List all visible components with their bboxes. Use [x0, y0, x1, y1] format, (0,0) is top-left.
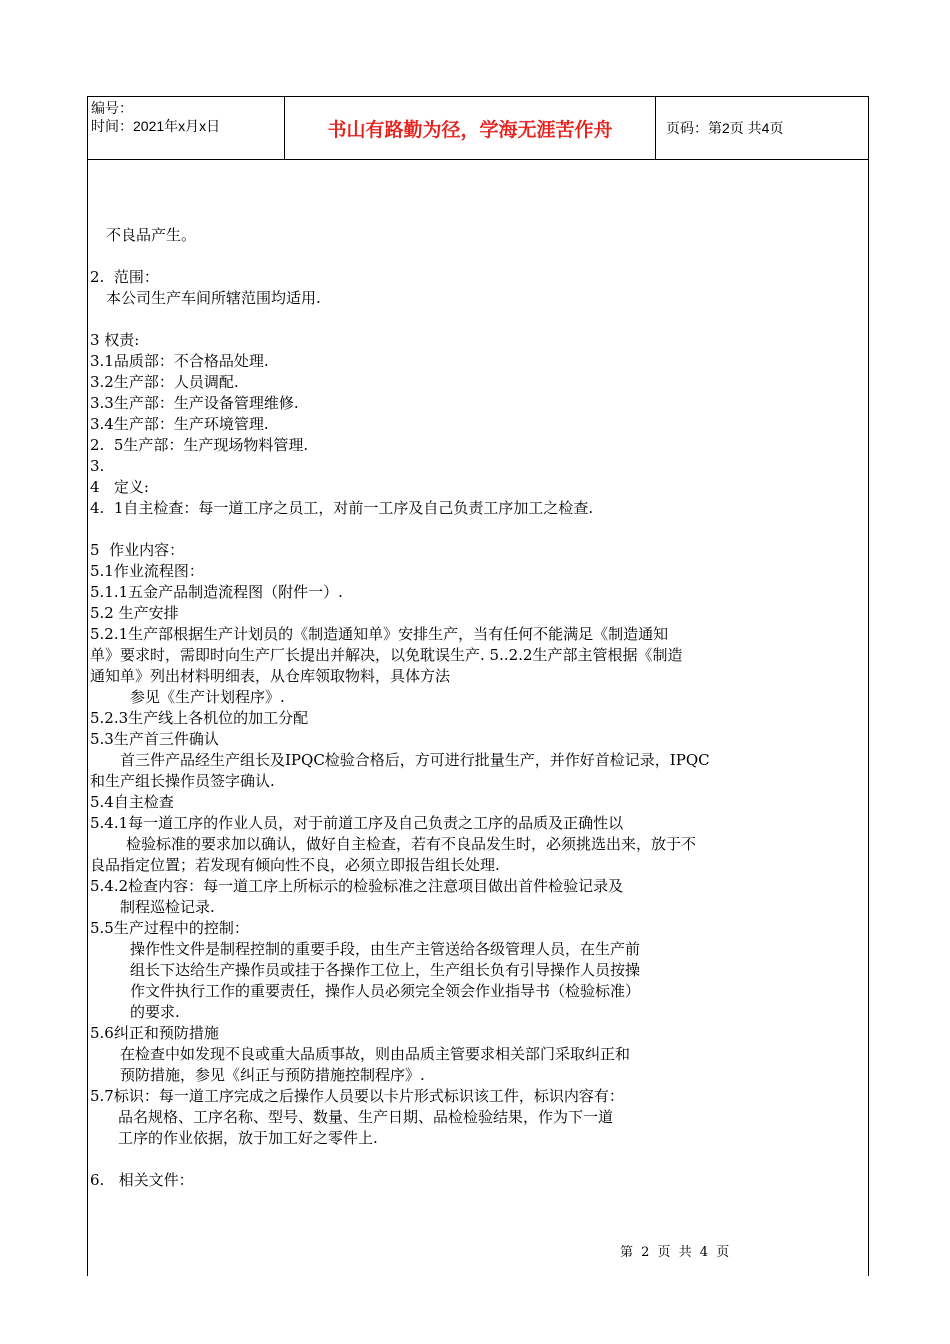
- body-line: 单》要求时，需即时向生产厂长提出并解决，以免耽误生产. 5..2.2生产部主管根据《制造: [90, 646, 683, 664]
- body-line: 4. 1自主检查：每一道工序之员工，对前一工序及自己负责工序加工之检查.: [90, 499, 594, 517]
- section-heading-work: 5 作业内容：: [90, 541, 185, 559]
- header-page-code: 页码：第2页 共4页: [666, 120, 784, 136]
- body-line: 检验标准的要求加以确认，做好自主检查，若有不良品发生时，必须挑选出来，放于不: [126, 835, 697, 853]
- body-line: 3.: [90, 457, 105, 475]
- body-line: 5.6纠正和预防措施: [90, 1024, 219, 1042]
- header-motto: 书山有路勤为径，学海无涯苦作舟: [285, 97, 656, 159]
- body-line: 3.3生产部：生产设备管理维修.: [90, 394, 299, 412]
- body-line: 制程巡检记录.: [120, 898, 215, 916]
- body-line: 通知单》列出材料明细表，从仓库领取物料，具体方法: [90, 667, 451, 685]
- footer-page-number: 第 2 页 共 4 页: [620, 1245, 730, 1260]
- section-heading-related-docs: 6. 相关文件：: [90, 1171, 194, 1189]
- body-line: 本公司生产车间所辖范围均适用.: [106, 289, 321, 307]
- body-line: 在检查中如发现不良或重大品质事故，则由品质主管要求相关部门采取纠正和: [120, 1045, 631, 1063]
- body-line: 不良品产生。: [106, 226, 197, 244]
- body-line: 和生产组长操作员签字确认.: [90, 772, 275, 790]
- body-line: 5.4自主检查: [90, 793, 174, 811]
- body-line: 3.1品质部：不合格品处理.: [90, 352, 269, 370]
- body-line: 5.2.1生产部根据生产计划员的《制造通知单》安排生产，当有任何不能满足《制造通知: [90, 625, 669, 643]
- body-line: 品名规格、工序名称、型号、数量、生产日期、品检检验结果，作为下一道: [118, 1108, 614, 1126]
- time-label: 时间：2021年x月x日: [91, 118, 221, 134]
- body-line: 2. 5生产部：生产现场物料管理.: [90, 436, 309, 454]
- body-line: 3.4生产部：生产环境管理.: [90, 415, 269, 433]
- section-heading-responsibility: 3 权责:: [90, 331, 140, 349]
- body-line: 5.2 生产安排: [90, 604, 179, 622]
- body-line: 5.1作业流程图：: [90, 562, 204, 580]
- body-line: 5.3生产首三件确认: [90, 730, 219, 748]
- body-text: [90, 225, 862, 1191]
- header-table: [87, 96, 869, 160]
- number-label: 编号：: [91, 100, 133, 116]
- body-line: 操作性文件是制程控制的重要手段，由生产主管送给各级管理人员，在生产前: [130, 940, 641, 958]
- body-line: 5.2.3生产线上各机位的加工分配: [90, 709, 309, 727]
- body-line: 良品指定位置；若发现有倾向性不良，必须立即报告组长处理.: [90, 856, 500, 874]
- section-heading-definition: 4 定义:: [90, 478, 149, 496]
- body-line: 作文件执行工作的重要责任，操作人员必须完全领会作业指导书（检验标准）: [130, 982, 641, 1000]
- section-heading-scope: 2. 范围：: [90, 268, 159, 286]
- body-line: 工序的作业依据，放于加工好之零件上.: [118, 1129, 378, 1147]
- body-line: 的要求.: [130, 1003, 180, 1021]
- body-line: 5.1.1五金产品制造流程图（附件一）.: [90, 583, 343, 601]
- body-line: 5.5生产过程中的控制：: [90, 919, 249, 937]
- header-meta: [88, 97, 285, 159]
- body-line: 5.7标识：每一道工序完成之后操作人员要以卡片形式标识该工件，标识内容有：: [90, 1087, 624, 1105]
- body-line: 组长下达给生产操作员或挂于各操作工位上，生产组长负有引导操作人员按操: [130, 961, 641, 979]
- body-line: 首三件产品经生产组长及IPQC检验合格后，方可进行批量生产，并作好首检记录，IPQC: [120, 751, 710, 769]
- body-line: 5.4.1每一道工序的作业人员，对于前道工序及自己负责之工序的品质及正确性以: [90, 814, 624, 832]
- body-line: 3.2生产部：人员调配.: [90, 373, 239, 391]
- body-line: 参见《生产计划程序》.: [130, 688, 285, 706]
- body-line: 5.4.2检查内容：每一道工序上所标示的检验标准之注意项目做出首件检验记录及: [90, 877, 624, 895]
- body-line: 预防措施，参见《纠正与预防措施控制程序》.: [120, 1066, 425, 1084]
